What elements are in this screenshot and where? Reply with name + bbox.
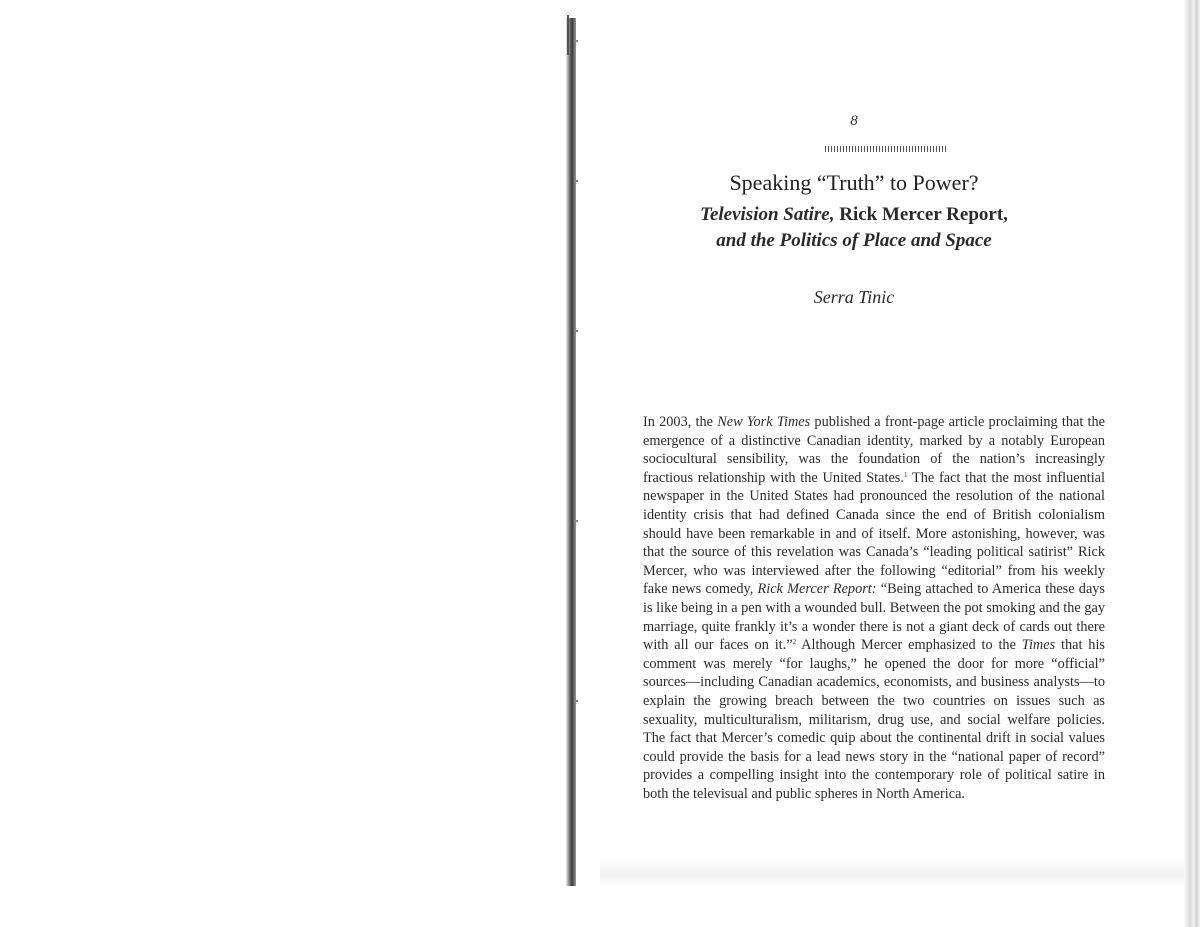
show-title: Rick Mercer Report: <box>757 581 877 598</box>
publication-title: New York Times <box>717 414 811 430</box>
ornament-rule <box>825 146 947 152</box>
author-name: Serra Tinic <box>813 287 895 307</box>
footnote-marker: 1 <box>903 470 908 479</box>
subtitle-line-2: and the Politics of Place and Space <box>716 230 992 251</box>
right-page <box>612 0 1106 927</box>
spine-tick-mark <box>574 520 578 522</box>
spine-tick-mark <box>574 330 578 332</box>
spine-edge-mark <box>567 15 569 55</box>
right-page-edge <box>1184 0 1200 927</box>
publication-title: Times <box>1021 637 1056 654</box>
subtitle-italic-part: Television Satire, <box>700 204 835 225</box>
body-text-run: In 2003, the <box>643 414 718 430</box>
subtitle-roman-part: Rick Mercer Report, <box>834 204 1008 225</box>
spine-tick-mark <box>574 700 578 702</box>
chapter-title: Speaking “Truth” to Power? <box>729 170 979 195</box>
footnote-marker: 2 <box>792 638 797 647</box>
body-paragraph <box>643 413 1105 803</box>
spine-tick-mark <box>574 180 578 182</box>
body-text-run: published a front-page article proclaiming that the emergence of a distinctive Canadian identity, marked by a notably European sociocultural sensibility, was the foundation of the nation’s increasingly fractious relationship with the United States. <box>643 414 1105 486</box>
left-blank-page <box>0 0 568 927</box>
body-text-run: Although Mercer emphasized to the <box>796 637 1022 654</box>
spine-tick-mark <box>574 40 578 42</box>
body-text-run: that his comment was merely “for laughs,” he opened the door for more “official” sources—including Canadian academics, economists, and business analysts—to explain the growing breach between the two countries on issues such as sexuality, multiculturalism, militarism, drug use, and social welfare policies. The fact that Mercer’s comedic quip about the continental drift in social values could provide the basis for a lead news story in the “national paper of record” provides a compelling insight into the contemporary role of political satire in both the televisual and public spheres in North America. <box>643 637 1105 802</box>
chapter-subtitle <box>612 202 1096 254</box>
chapter-number: 8 <box>850 113 858 129</box>
body-text-run: “Being attached to America these days is like being in a pen with a wounded bull. Between the pot smoking and the gay marriage, quite frankly it’s a wonder there is not a giant deck of cards out there with all our faces on it.” <box>643 581 1106 654</box>
book-spine-gutter <box>566 18 576 886</box>
body-text-run: The fact that the most influential newspaper in the United States had pronounced the resolution of the national identity crisis that had defined Canada since the end of British colonialism should have been remarkable in and of itself. More astonishing, however, was that the source of this revelation was Canada’s “leading political satirist” Rick Mercer, who was interviewed after the following “editorial” from his weekly fake news comedy, <box>643 469 1105 598</box>
